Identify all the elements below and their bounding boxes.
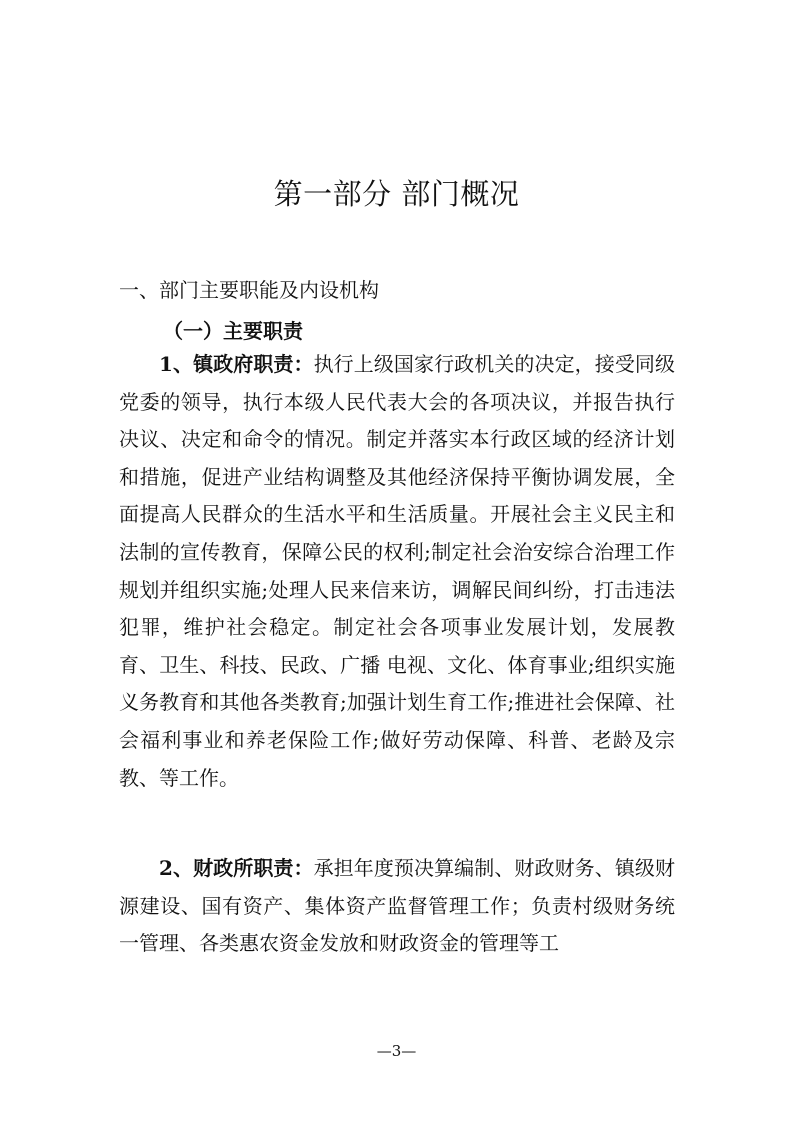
page-number: —3— — [376, 1042, 417, 1060]
subsection-heading: （一）主要职责 — [163, 319, 303, 343]
paragraph-text: 执行上级国家行政机关的决定，接受同级党委的领导，执行本级人民代表大会的各项决议，并报告执行决议、决定和命令的情况。制定并落实本行政区域的经济计划和措施，促进产业结构调整及其他经济保持平衡协调发展，全面提高人民群众的生活水平和生活质量。开展社会主义民主和法制的宣传教育，保障公民的权利;制定社会治安综合治理工作规划并组织实施;处理人民来信来访，调解民间纠纷，打击违法犯罪，维护社会稳定。制定社会各项事业发展计划，发展教育、卫生、科技、民政、广播 电视、文化、体育事业;组织实施义务教育和其他各类教育;加强计划生育工作;推进社会保障、社会福利事业和养老保险工作;做好劳动保障、科普、老龄及宗教、等工作。 — [119, 352, 676, 790]
paragraph-town-government-duties — [119, 346, 675, 797]
paragraph-lead: 2、财政所职责： — [159, 856, 314, 880]
paragraph-text: 承担年度预决算编制、财政财务、镇级财源建设、国有资产、集体资产监督管理工作；负责村级财务统一管理、各类惠农资金发放和财政资金的管理等工 — [119, 856, 676, 956]
paragraph-lead: 1、镇政府职责： — [159, 352, 314, 376]
section-heading: 一、部门主要职能及内设机构 — [119, 278, 379, 302]
paragraph-finance-office-duties — [119, 850, 675, 963]
page-title: 第一部分 部门概况 — [273, 177, 520, 211]
